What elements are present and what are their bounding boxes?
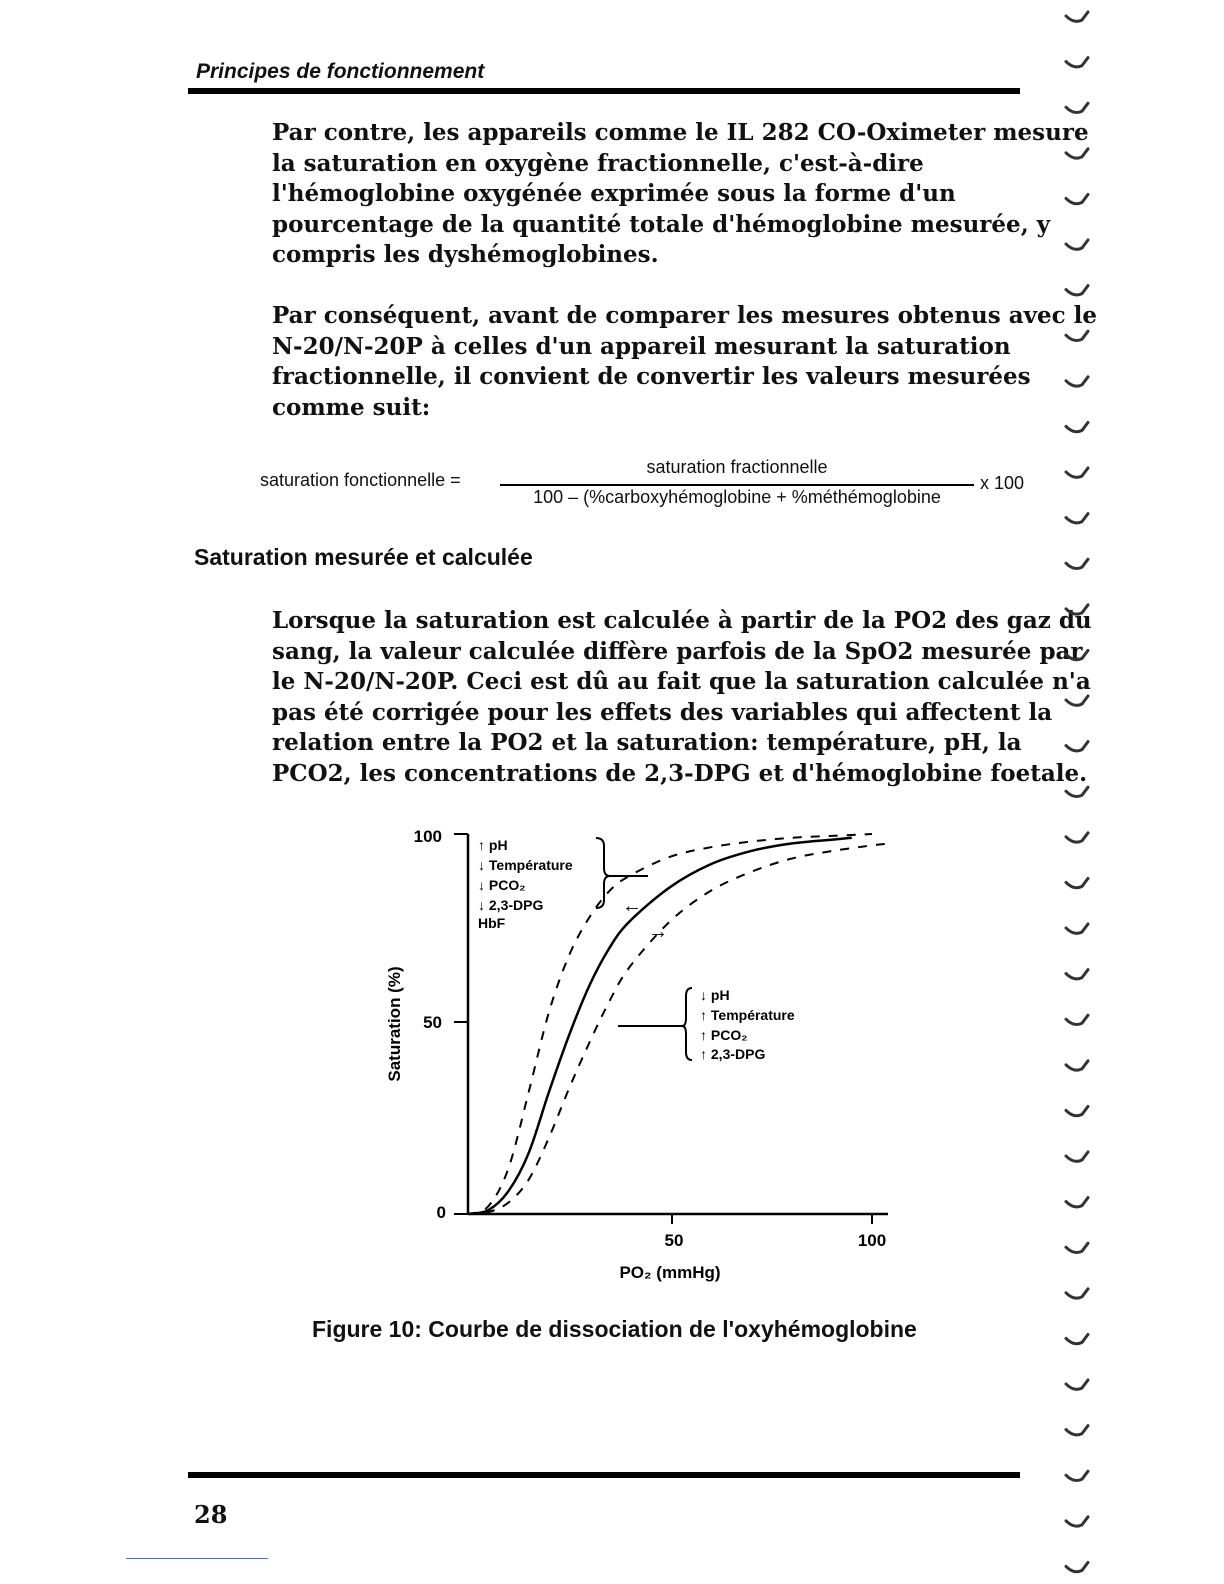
binding-ring	[1066, 377, 1088, 386]
right-shift-arrow: →	[648, 921, 668, 943]
footer-rule	[188, 1472, 1020, 1478]
y-tick-label-0: 0	[436, 1203, 446, 1222]
binding-ring	[1066, 742, 1088, 751]
binding-ring	[1066, 149, 1088, 158]
binding-ring	[1066, 1471, 1088, 1480]
binding-ring	[1066, 1243, 1088, 1252]
formula-numerator: saturation fractionnelle	[646, 457, 828, 477]
paragraph-calculated-saturation	[272, 606, 1092, 789]
binding-ring	[1066, 1289, 1088, 1298]
x-tick-label-50: 50	[664, 1231, 684, 1250]
paragraph-line: l'hémoglobine oxygénée exprimée sous la forme d'un	[272, 180, 956, 207]
binding-ring	[1066, 696, 1088, 705]
binding-ring	[1066, 468, 1088, 477]
paragraph-line: compris les dyshémoglobines.	[272, 241, 659, 268]
series-line-left-shift	[468, 834, 872, 1214]
binding-ring	[1066, 58, 1088, 67]
paragraph-line: pourcentage de la quantité totale d'hémoglobine mesurée, y	[272, 210, 1051, 238]
paragraph-line: Par conséquent, avant de comparer les mesures obtenus avec le	[272, 302, 1097, 329]
binding-ring	[1066, 422, 1088, 431]
paragraph-line: pas été corrigée pour les effets des variables qui affectent la	[272, 698, 1053, 726]
left-shift-arrow: ←	[622, 895, 642, 917]
paragraph-line: relation entre la PO2 et la saturation: température, pH, la	[272, 729, 1022, 756]
chart-series	[468, 834, 892, 1214]
formula-denominator: 100 – (%carboxyhémoglobine + %méthémoglobine	[533, 487, 941, 507]
right-shift-annotation	[618, 987, 795, 1062]
paragraph-line: fractionnelle, il convient de convertir les valeurs mesurées	[272, 363, 1031, 390]
binding-ring	[1066, 787, 1088, 796]
y-tick-label-100: 100	[413, 827, 442, 846]
right-shift-label: ↑ Température	[700, 1007, 795, 1023]
left-shift-label: ↑ pH	[478, 837, 508, 853]
left-shift-label: ↓ 2,3-DPG	[478, 897, 544, 913]
x-axis-label: PO₂ (mmHg)	[619, 1263, 721, 1282]
binding-ring	[1066, 833, 1088, 842]
spiral-binding-marks	[1062, 0, 1092, 1584]
binding-ring	[1066, 1517, 1088, 1526]
paragraph-line: Lorsque la saturation est calculée à partir de la PO2 des gaz du	[272, 607, 1092, 634]
paragraph-line: la saturation en oxygène fractionnelle, c'est-à-dire	[272, 149, 924, 177]
formula-multiplier: x 100	[980, 473, 1025, 493]
right-shift-label: ↑ 2,3-DPG	[700, 1046, 766, 1062]
binding-ring	[1066, 1562, 1088, 1571]
paragraph-line: Par contre, les appareils comme le IL 282 CO-Oximeter mesure	[272, 119, 1089, 146]
right-shift-bracket	[682, 988, 692, 1060]
figure-caption: Figure 10: Courbe de dissociation de l'oxyhémoglobine	[312, 1316, 917, 1342]
binding-ring	[1066, 194, 1088, 203]
binding-ring	[1066, 240, 1088, 249]
formula-lhs: saturation fonctionnelle =	[260, 470, 461, 490]
binding-ring	[1066, 559, 1088, 568]
paragraph-line: le N-20/N-20P. Ceci est dû au fait que la saturation calculée n'a	[272, 668, 1091, 695]
binding-ring	[1066, 12, 1088, 21]
binding-ring	[1066, 1152, 1088, 1161]
footnote-rule	[126, 1558, 268, 1559]
left-shift-label: HbF	[478, 915, 506, 931]
y-axis-label: Saturation (%)	[385, 966, 404, 1082]
page-header-title: Principes de fonctionnement	[196, 60, 485, 83]
paragraph-co-oximeter	[272, 118, 1089, 271]
binding-ring	[1066, 924, 1088, 933]
section-heading: Saturation mesurée et calculée	[194, 544, 533, 570]
left-shift-label: ↓ PCO₂	[478, 877, 526, 893]
formula-fraction-bar	[500, 484, 974, 486]
y-tick-label-50: 50	[423, 1013, 442, 1032]
oxyhemoglobin-dissociation-chart	[370, 820, 910, 1290]
paragraph-line: comme suit:	[272, 393, 431, 421]
binding-ring	[1066, 1015, 1088, 1024]
binding-ring	[1066, 650, 1088, 659]
x-tick-label-100: 100	[857, 1231, 887, 1250]
binding-ring	[1066, 1426, 1088, 1435]
binding-ring	[1066, 970, 1088, 979]
binding-ring	[1066, 1334, 1088, 1343]
binding-ring	[1066, 514, 1088, 523]
right-shift-label: ↓ pH	[700, 987, 730, 1003]
binding-ring	[1066, 1106, 1088, 1115]
page-number: 28	[194, 1500, 228, 1529]
right-shift-label: ↑ PCO₂	[700, 1027, 748, 1043]
left-shift-label: ↓ Température	[478, 857, 573, 873]
binding-ring	[1066, 878, 1088, 887]
binding-ring	[1066, 1198, 1088, 1207]
binding-ring	[1066, 103, 1088, 112]
paragraph-line: N-20/N-20P à celles d'un appareil mesurant la saturation	[272, 332, 1011, 360]
binding-ring	[1066, 1061, 1088, 1070]
binding-ring	[1066, 605, 1088, 614]
paragraph-line: sang, la valeur calculée diffère parfois de la SpO2 mesurée par	[272, 637, 1083, 665]
binding-ring	[1066, 331, 1088, 340]
header-rule	[188, 88, 1020, 94]
binding-ring	[1066, 286, 1088, 295]
left-shift-annotation	[478, 837, 668, 943]
paragraph-conversion	[272, 301, 1097, 423]
left-shift-bracket	[596, 838, 610, 908]
paragraph-line: PCO2, les concentrations de 2,3-DPG et d'hémoglobine foetale.	[272, 759, 1088, 787]
binding-ring	[1066, 1380, 1088, 1389]
